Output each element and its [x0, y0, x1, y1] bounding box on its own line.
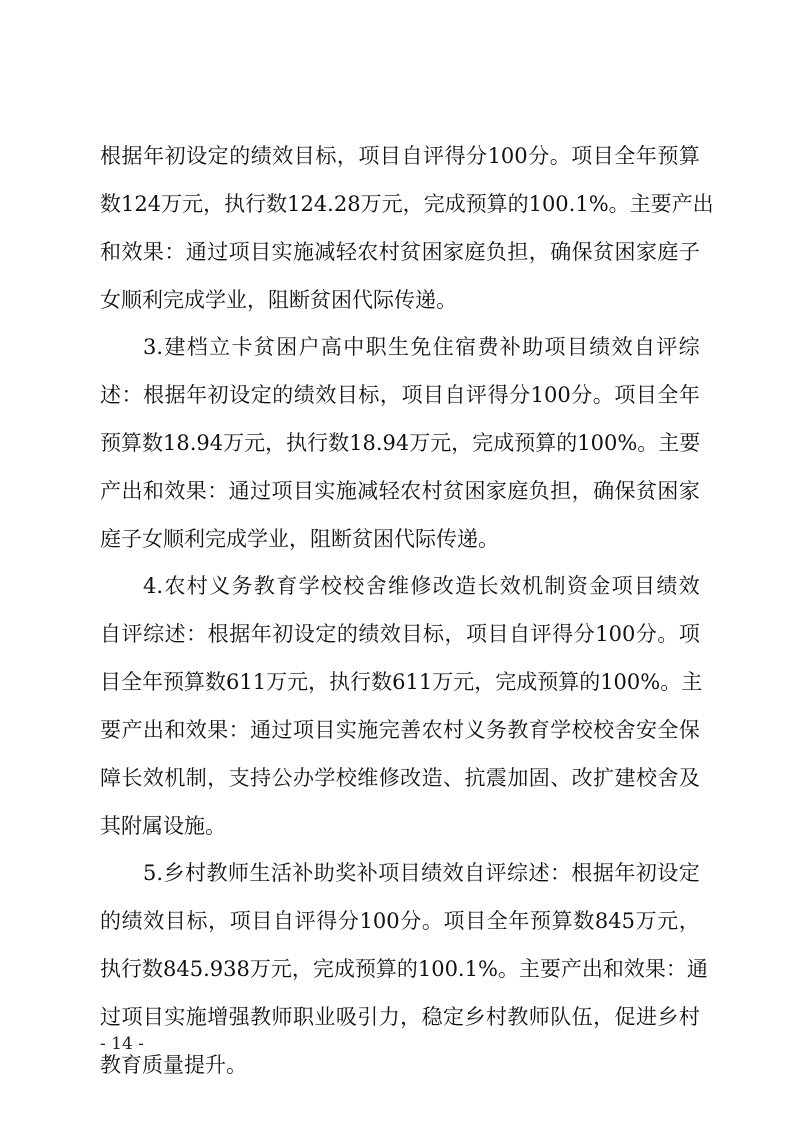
text-line: 根 据 年 初 设 定 的 绩 效 目 标 ， 项 目 自 评 得 分 100 分 。 项 目 全 年 预 算	[100, 144, 700, 168]
text-line: 其附属设施。	[100, 814, 226, 838]
text-line: 障 长 效 机 制 ， 支 持 公 办 学 校 维 修 改 造 、 抗 震 加 固 、 改 扩 建 校 舍 及	[100, 766, 700, 790]
text-line: 和 效 果 ： 通 过 项 目 实 施 减 轻 农 村 贫 困 家 庭 负 担 ， 确 保 贫 困 家 庭 子	[100, 240, 700, 264]
text-line: 述 ： 根 据 年 初 设 定 的 绩 效 目 标 ， 项 目 自 评 得 分 100 分 。 项 目 全 年	[100, 383, 700, 407]
text-line: 5. 乡 村 教 师 生 活 补 助 奖 补 项 目 绩 效 自 评 综 述 ： 根 据 年 初 设 定	[143, 861, 700, 885]
text-line: 要 产 出 和 效 果 ： 通 过 项 目 实 施 完 善 农 村 义 务 教 育 学 校 校 舍 安 全 保	[100, 718, 700, 742]
text-line: 3. 建 档 立 卡 贫 困 户 高 中 职 生 免 住 宿 费 补 助 项 目 绩 效 自 评 综	[143, 335, 700, 359]
text-line: 4. 农 村 义 务 教 育 学 校 校 舍 维 修 改 造 长 效 机 制 资 金 项 目 绩 效	[143, 574, 700, 598]
text-line: 执 行 数 845.938 万 元 ， 完 成 预 算 的 100.1% 。 主 要 产 出 和 效 果 ： 通	[100, 957, 708, 981]
text-line: 预 算 数 18.94 万 元 ， 执 行 数 18.94 万 元 ， 完 成 预 算 的 100% 。 主 要	[100, 431, 701, 455]
text-line: 自 评 综 述 ： 根 据 年 初 设 定 的 绩 效 目 标 ， 项 目 自 评 得 分 100 分 。 项	[100, 622, 700, 646]
text-line: 的 绩 效 目 标 ， 项 目 自 评 得 分 100 分 。 项 目 全 年 预 算 数 845 万 元 ，	[100, 909, 700, 933]
text-line: 女顺利完成学业，阻断贫困代际传递。	[100, 288, 457, 312]
text-line: 教育质量提升。	[100, 1053, 247, 1077]
text-line: 产 出 和 效 果 ： 通 过 项 目 实 施 减 轻 农 村 贫 困 家 庭 负 担 ， 确 保 贫 困 家	[100, 479, 700, 503]
text-line: 目 全 年 预 算 数 611 万 元 ， 执 行 数 611 万 元 ， 完 成 预 算 的 100% 。 主	[100, 670, 703, 694]
text-line: 数 124 万 元 ， 执 行 数 124.28 万 元 ， 完 成 预 算 的 100.1% 。 主 要 产 出	[100, 192, 714, 216]
page-number: - 14 -	[100, 1034, 144, 1054]
text-line: 庭子女顺利完成学业，阻断贫困代际传递。	[100, 527, 499, 551]
text-line: 过 项 目 实 施 增 强 教 师 职 业 吸 引 力 ， 稳 定 乡 村 教 师 队 伍 ， 促 进 乡 村	[100, 1005, 700, 1029]
